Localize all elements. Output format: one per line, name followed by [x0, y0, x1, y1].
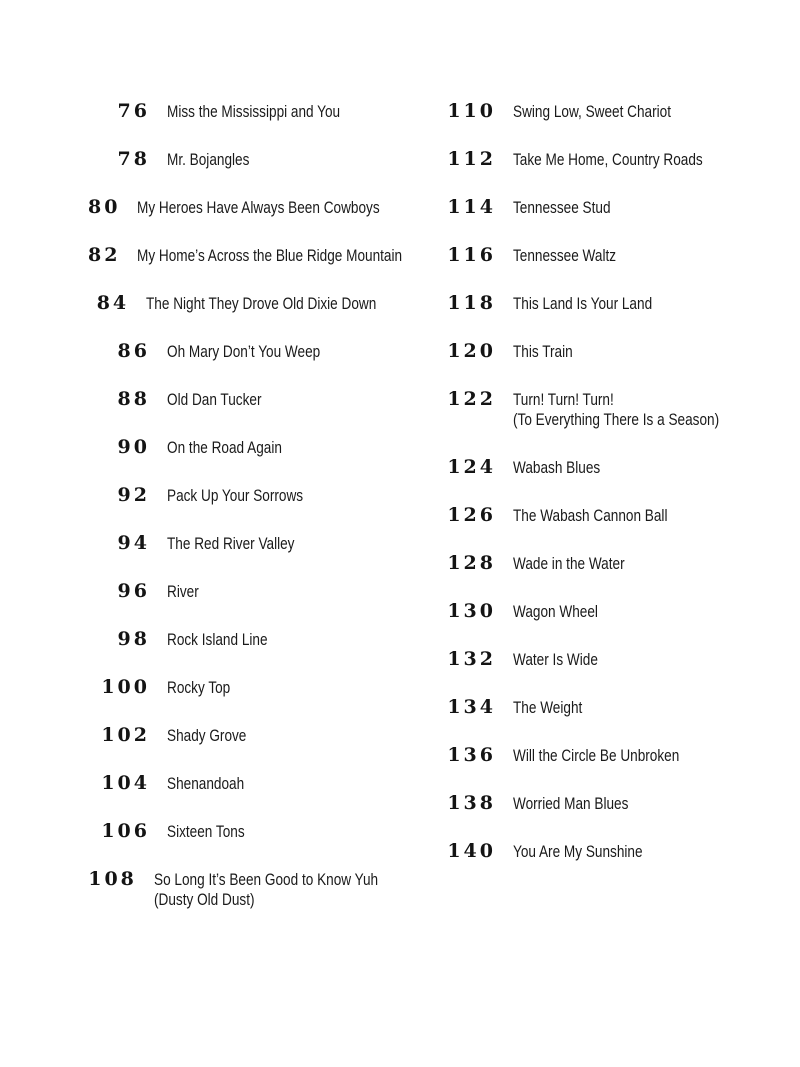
song-title: This Train: [513, 342, 573, 361]
page-number: 128: [447, 552, 496, 574]
song-title: Shenandoah: [167, 774, 245, 793]
toc-entry: [434, 245, 794, 266]
song-title: Wabash Blues: [513, 458, 601, 477]
toc-entry: [434, 697, 794, 718]
song-title: Swing Low, Sweet Chariot: [513, 102, 671, 121]
page-number: 122: [447, 388, 496, 410]
song-title: Sixteen Tons: [167, 822, 245, 841]
song-title: Mr. Bojangles: [167, 150, 250, 169]
song-title: Rocky Top: [167, 678, 231, 697]
page-number: 100: [101, 676, 150, 698]
song-title: My Heroes Have Always Been Cowboys: [137, 198, 381, 217]
toc-entry: [434, 841, 794, 862]
toc-entry: [88, 101, 434, 122]
song-title: The Red River Valley: [167, 534, 295, 553]
page-number: 112: [447, 148, 496, 170]
page-number: 110: [447, 100, 496, 122]
toc-entry: [88, 341, 434, 362]
page-number: 118: [447, 292, 496, 314]
toc-entry: [434, 601, 794, 622]
page-number: 138: [447, 792, 496, 814]
song-subtitle: (To Everything There Is a Season): [513, 410, 720, 429]
song-subtitle: (Dusty Old Dust): [153, 890, 255, 909]
toc-entry: [434, 101, 794, 122]
song-title: Take Me Home, Country Roads: [513, 150, 703, 169]
toc-entry: [88, 293, 434, 314]
page-number: 114: [447, 196, 496, 218]
page-number: 84: [96, 292, 130, 314]
toc-entry: [88, 485, 434, 506]
song-title: River: [167, 582, 199, 601]
song-title: Oh Mary Don’t You Weep: [167, 342, 321, 361]
toc-left-column: [88, 101, 434, 937]
page-number: 132: [447, 648, 496, 670]
page-number: 134: [447, 696, 496, 718]
toc-entry: [434, 197, 794, 218]
song-title: Tennessee Stud: [513, 198, 611, 217]
toc-entry: [434, 149, 794, 170]
toc-entry: [88, 149, 434, 170]
song-title: Pack Up Your Sorrows: [167, 486, 304, 505]
toc-entry: [434, 293, 794, 314]
toc-entry: [88, 773, 434, 794]
toc-entry: [88, 821, 434, 842]
page-number: 90: [117, 436, 150, 458]
toc-entry: [434, 745, 794, 766]
page-number: 124: [447, 456, 496, 478]
song-title: Wagon Wheel: [513, 602, 598, 621]
toc-right-column: [434, 101, 794, 937]
toc-entry: [434, 553, 794, 574]
page-number: 78: [117, 148, 150, 170]
page-number: 104: [101, 772, 150, 794]
page-number: 120: [447, 340, 496, 362]
song-title: Water Is Wide: [513, 650, 598, 669]
page-number: 92: [117, 484, 150, 506]
page-number: 76: [117, 100, 150, 122]
page-number: 116: [447, 244, 496, 266]
toc-entry: [434, 457, 794, 478]
song-title: The Wabash Cannon Ball: [513, 506, 668, 525]
song-title: Shady Grove: [167, 726, 247, 745]
page-number: 98: [117, 628, 150, 650]
song-title: Wade in the Water: [513, 554, 625, 573]
page-number: 108: [88, 868, 137, 890]
page-number: 94: [117, 532, 150, 554]
song-title: My Home’s Across the Blue Ridge Mountain: [137, 246, 403, 265]
toc-entry: [88, 389, 434, 410]
page-number: 130: [447, 600, 496, 622]
song-title: This Land Is Your Land: [513, 294, 653, 313]
toc-entry: [88, 725, 434, 746]
song-title: On the Road Again: [167, 438, 282, 457]
toc-entry: [88, 533, 434, 554]
page-number: 140: [447, 840, 496, 862]
page-number: 102: [101, 724, 150, 746]
page-number: 88: [117, 388, 150, 410]
song-title: The Night They Drove Old Dixie Down: [146, 294, 377, 313]
page-number: 86: [117, 340, 150, 362]
song-title: The Weight: [513, 698, 583, 717]
page-number: 106: [101, 820, 150, 842]
song-title: Miss the Mississippi and You: [167, 102, 341, 121]
toc-entry: [88, 437, 434, 458]
toc-entry: [434, 505, 794, 526]
toc-entry: [88, 245, 434, 266]
toc-entry: [88, 677, 434, 698]
toc-entry: [434, 389, 794, 430]
toc-entry: [88, 869, 434, 910]
toc-entry: [88, 197, 434, 218]
song-title: Tennessee Waltz: [513, 246, 617, 265]
song-title: So Long It’s Been Good to Know Yuh (Dusty Old Dust): [153, 870, 378, 909]
page-number: 126: [447, 504, 496, 526]
toc-entry: [88, 581, 434, 602]
song-title: Worried Man Blues: [513, 794, 629, 813]
toc-entry: [434, 341, 794, 362]
song-title: Old Dan Tucker: [167, 390, 262, 409]
song-title: Turn! Turn! Turn! (To Everything There Is a Season): [513, 390, 720, 429]
toc-entry: [434, 649, 794, 670]
song-title: Will the Circle Be Unbroken: [513, 746, 680, 765]
song-title: You Are My Sunshine: [513, 842, 643, 861]
page-number: 80: [88, 196, 121, 218]
page-number: 96: [117, 580, 150, 602]
page-number: 82: [88, 244, 121, 266]
toc-entry: [434, 793, 794, 814]
song-title: Rock Island Line: [167, 630, 268, 649]
toc-entry: [88, 629, 434, 650]
page-number: 136: [447, 744, 496, 766]
